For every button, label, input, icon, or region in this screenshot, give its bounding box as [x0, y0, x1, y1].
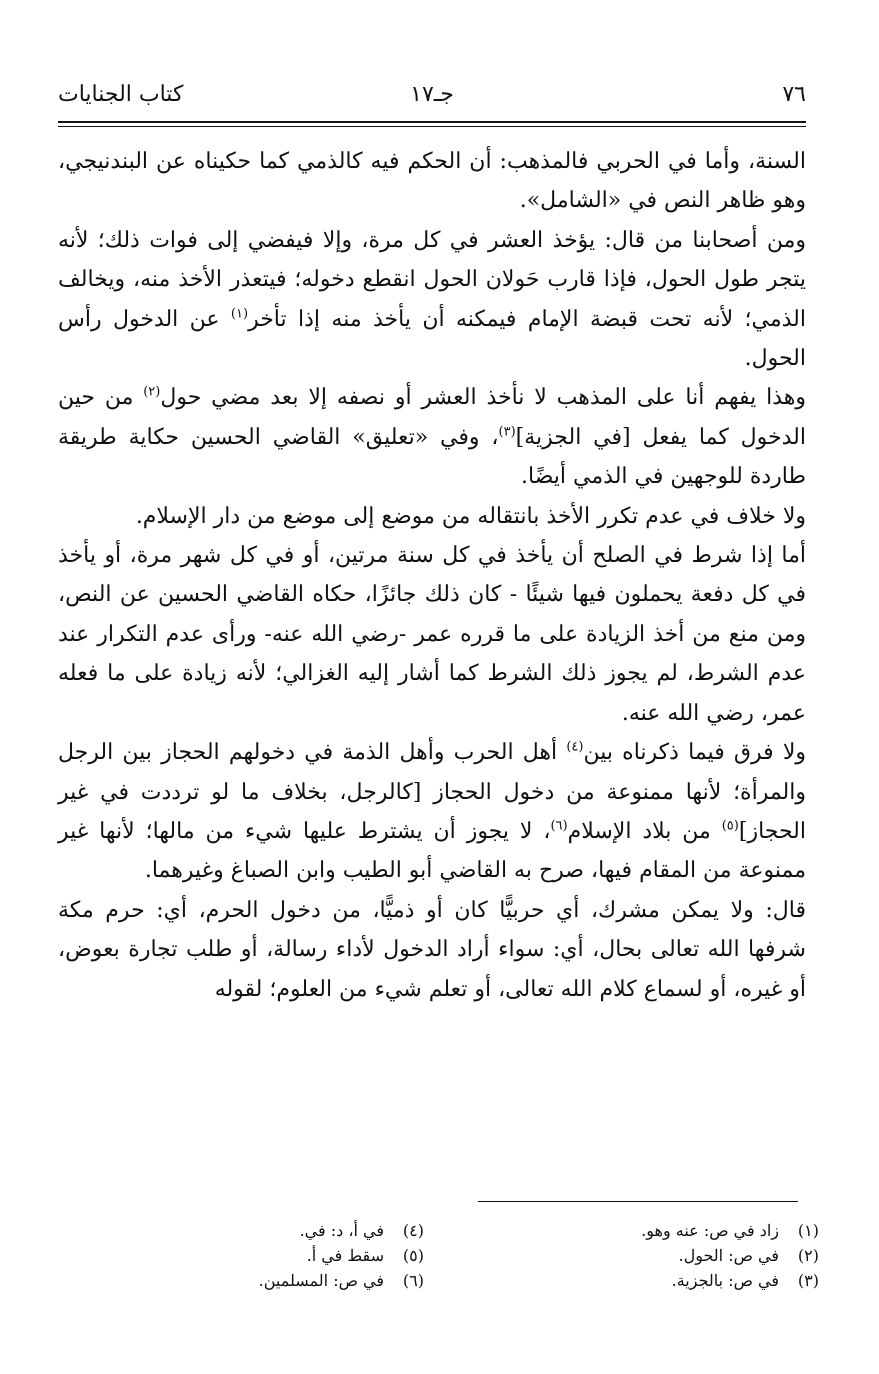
footnote-text: سقط في أ.	[306, 1246, 384, 1265]
running-header	[58, 82, 806, 116]
header-rule-thin	[58, 126, 806, 127]
footnote-item	[489, 1218, 819, 1243]
text-segment: أما إذا شرط في الصلح أن يأخذ في كل سنة مرتين، أو في كل شهر مرة، أو يأخذ في كل دفعة يحملون فيها شيئًا - كان ذلك جائزًا، حكاه القاضي الحسين عن النص، ومن منع من أخذ الزيادة على ما قرره عمر -رضي الله عنه- ورأى عدم التكرار عند عدم الشرط، لم يجوز ذلك الشرط كما أشار إليه الغزالي؛ لأنه زيادة على ما فعله عمر، رضي الله عنه.	[58, 543, 807, 726]
footnote-text: في أ، د: في.	[299, 1221, 384, 1240]
book-title: كتاب الجنايات	[58, 82, 184, 107]
footnote-number: (٣)	[797, 1271, 819, 1290]
footnote-number: (١)	[797, 1221, 819, 1240]
text-segment: وهذا يفهم أنا على المذهب لا نأخذ العشر أو نصفه إلا بعد مضي حول	[160, 385, 806, 411]
text-segment: ، لا يجوز أن يشترط عليها شيء من مالها؛ لأنها غير ممنوعة من المقام فيها، صرح به القاضي أبو الطيب وابن الصباغ وغيرهما.	[58, 818, 806, 884]
footnote-number: (٦)	[402, 1271, 424, 1290]
text-segment: أهل الحرب وأهل الذمة في دخولهم الحجاز بين الرجل والمرأة؛ لأنها ممنوعة من دخول الحجاز [كالرجل، بخلاف ما لو ترددت في غير الحجاز]	[58, 740, 806, 844]
text-segment: ولا فرق فيما ذكرناه بين	[583, 740, 806, 766]
footnote-text: في ص: بالجزية.	[671, 1271, 779, 1290]
footnote-item	[489, 1243, 819, 1268]
paragraph	[58, 536, 806, 733]
text-segment: من بلاد الإسلام	[567, 818, 722, 844]
footnotes-left-column	[174, 1218, 424, 1293]
footnote-item	[174, 1268, 424, 1293]
footnote-text: زاد في ص: عنه وهو.	[641, 1221, 779, 1240]
footnote-reference: (٤)	[566, 739, 584, 755]
paragraph	[58, 891, 806, 1009]
paragraph	[58, 497, 806, 536]
footnote-separator	[478, 1201, 798, 1202]
text-segment: ومن أصحابنا من قال: يؤخذ العشر في كل مرة، وإلا فيفضي إلى فوات ذلك؛ لأنه يتجر طول الحول، فإذا قارب حَولان الحول انقطع دخوله؛ فيتعذر الأخذ منه، ويخالف الذمي؛ لأنه تحت قبضة الإمام فيمكنه أن يأخذ منه إذا تأخر	[58, 227, 806, 332]
text-segment: عن الدخول رأس الحول.	[58, 306, 806, 372]
footnote-item	[489, 1268, 819, 1293]
text-segment: قال: ولا يمكن مشرك، أي حربيًّا كان أو ذميًّا، من دخول الحرم، أي: حرم مكة شرفها الله تعالى بحال، أي: سواء أراد الدخول لأداء رسالة، أو طلب تجارة بعوض، أو غيره، أو لسماع كلام الله تعالى، أو تعلم شيء من العلوم؛ لقوله	[58, 897, 806, 1002]
footnote-text: في ص: المسلمين.	[258, 1271, 384, 1290]
footnote-item	[174, 1243, 424, 1268]
footnote-item	[174, 1218, 424, 1243]
footnote-number: (٢)	[797, 1246, 819, 1265]
paragraph	[58, 733, 806, 891]
volume-label: جـ١٧	[410, 82, 454, 107]
main-text	[58, 142, 806, 1009]
footnote-number: (٥)	[402, 1246, 424, 1265]
paragraph	[58, 142, 806, 221]
text-segment: السنة، وأما في الحربي فالمذهب: أن الحكم فيه كالذمي كما حكيناه عن البندنيجي، وهو ظاهر النص في «الشامل».	[58, 149, 806, 214]
footnote-reference: (٦)	[550, 818, 568, 834]
text-segment: ، وفي «تعليق» القاضي الحسين حكاية طريقة طاردة للوجهين في الذمي أيضًا.	[58, 424, 806, 490]
paragraph	[58, 221, 806, 379]
text-segment: من حين الدخول كما يفعل [في الجزية]	[58, 385, 806, 450]
footnote-text: في ص: الحول.	[678, 1246, 779, 1265]
footnote-reference: (٥)	[721, 818, 739, 834]
footnote-reference: (٣)	[498, 424, 516, 440]
footnote-reference: (٢)	[143, 385, 161, 401]
text-segment: ولا خلاف في عدم تكرر الأخذ بانتقاله من موضع إلى موضع من دار الإسلام.	[135, 503, 806, 529]
footnote-reference: (١)	[230, 306, 249, 322]
page-number: ٧٦	[782, 82, 806, 107]
header-rule-thick	[58, 121, 806, 123]
footnotes-right-column	[489, 1218, 819, 1293]
paragraph	[58, 378, 806, 496]
footnote-number: (٤)	[402, 1221, 424, 1240]
